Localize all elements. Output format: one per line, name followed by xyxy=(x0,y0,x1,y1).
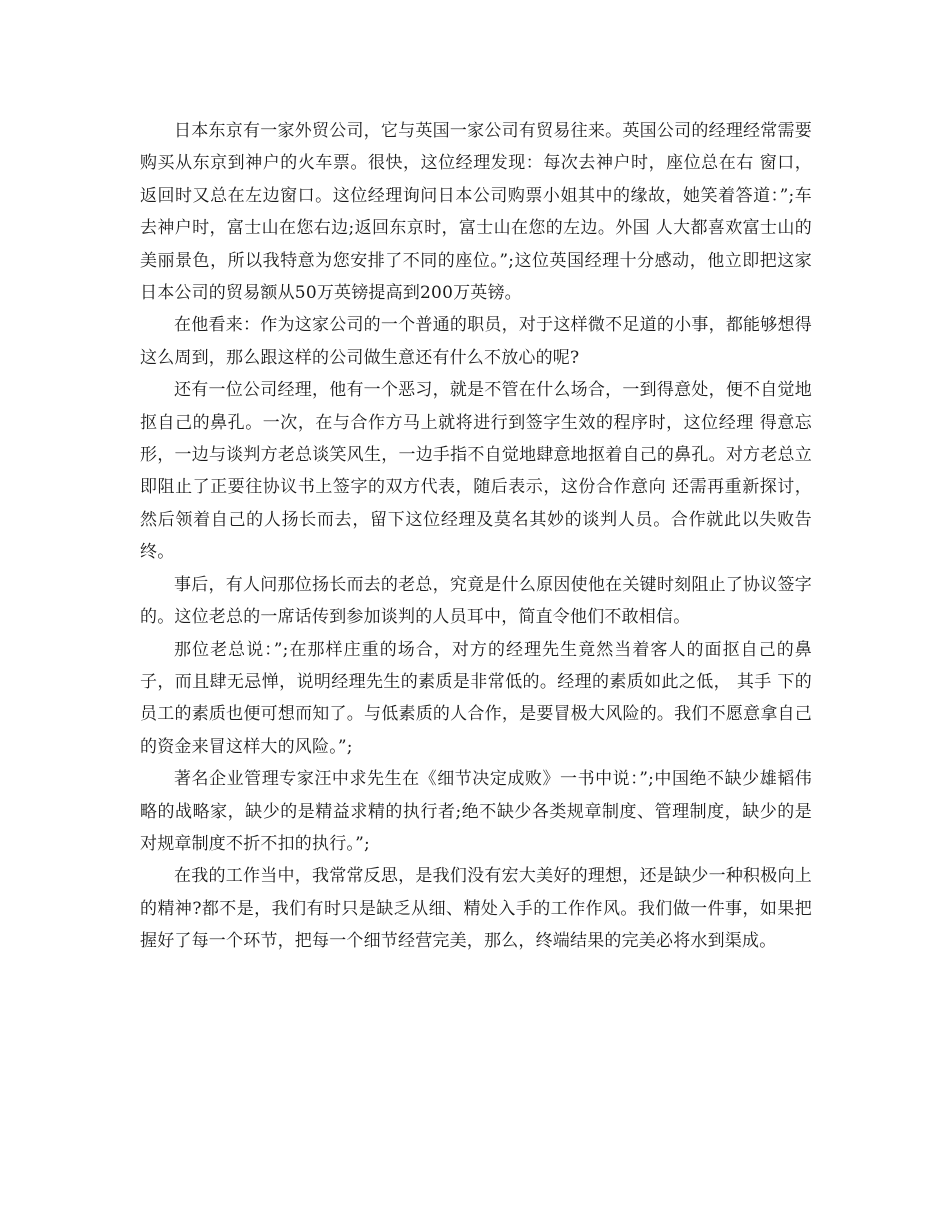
paragraph-bad-habit-manager: 还有一位公司经理，他有一个恶习，就是不管在什么场合，一到得意处，便不自觉地抠自己的鼻孔。一次，在与合作方马上就将进行到签字生效的程序时，这位经理 得意忘形，一边与谈判方老总谈笑风生，一边手指不自觉地肆意地抠着自己的鼻孔。对方老总立即阻止了正要往协议书上签字的双方代表，随后表示，这份合作意向 还需再重新探讨，然后领着自己的人扬长而去，留下这位经理及莫名其妙的谈判人员。合作就此以失败告终。 xyxy=(140,380,812,563)
document-body xyxy=(140,115,812,958)
paragraph-expert-quote: 著名企业管理专家汪中求先生在《细节决定成败》一书中说：”;中国绝不缺少雄韬伟略的战略家，缺少的是精益求精的执行者;绝不缺少各类规章制度、管理制度，缺少的是对规章制度不折不扣的执行。”; xyxy=(140,769,812,854)
paragraph-afterwards: 事后，有人问那位扬长而去的老总，究竟是什么原因使他在关键时刻阻止了协议签字的。这位老总的一席话传到参加谈判的人员耳中，简直令他们不敢相信。 xyxy=(140,574,812,628)
paragraph-in-his-view: 在他看来：作为这家公司的一个普通的职员，对于这样微不足道的小事，都能够想得这么周到，那么跟这样的公司做生意还有什么不放心的呢? xyxy=(140,315,812,368)
paragraph-reflection: 在我的工作当中，我常常反思，是我们没有宏大美好的理想，还是缺少一种积极向上的精神?都不是，我们有时只是缺乏从细、精处入手的工作作风。我们做一件事，如果把握好了每一个环节，把每一个细节经营完美，那么，终端结果的完美必将水到渠成。 xyxy=(140,866,812,952)
paragraph-boss-said: 那位老总说：”;在那样庄重的场合，对方的经理先生竟然当着客人的面抠自己的鼻子，而且肆无忌惮，说明经理先生的素质是非常低的。经理的素质如此之低， 其手 下的员工的素质也便可想而知了。与低素质的人合作，是要冒极大风险的。我们不愿意拿自己的资金来冒这样大的风险。”; xyxy=(140,639,812,757)
paragraph-tokyo-story: 日本东京有一家外贸公司，它与英国一家公司有贸易往来。英国公司的经理经常需要购买从东京到神户的火车票。很快，这位经理发现：每次去神户时，座位总在右 窗口，返回时又总在左边窗口。这位经理询问日本公司购票小姐其中的缘故，她笑着答道：”;车去神户时，富士山在您右边;返回东京时，富士山在您的左边。外国 人大都喜欢富士山的美丽景色，所以我特意为您安排了不同的座位。”;这位英国经理十分感动，他立即把这家日本公司的贸易额从50万英镑提高到200万英镑。 xyxy=(140,121,812,304)
